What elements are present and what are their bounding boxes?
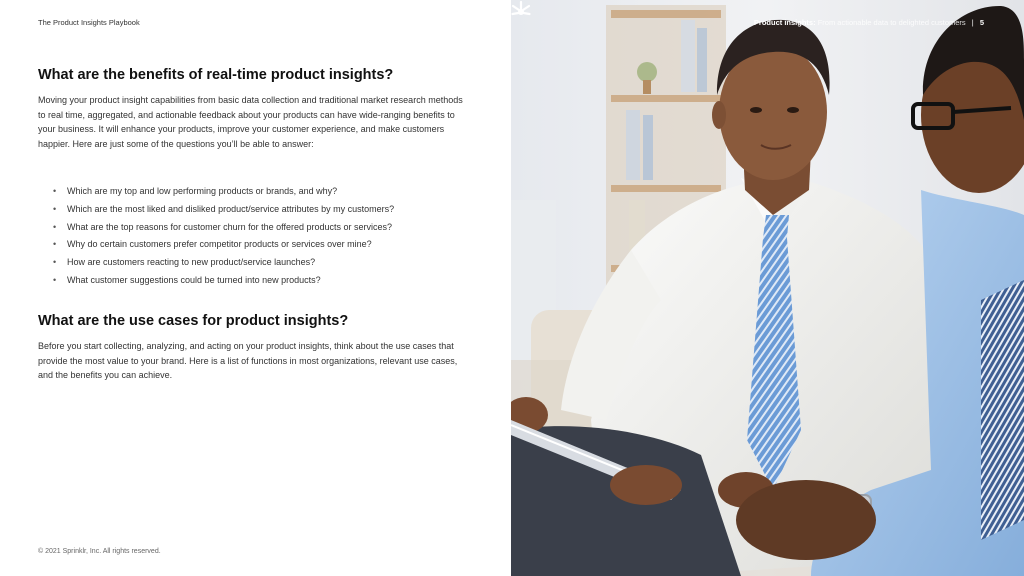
section-title: Product insights:: [753, 18, 816, 27]
list-item: • Which are my top and low performing products or brands, and why?: [53, 184, 394, 202]
sprinklr-logo-icon: [511, 0, 531, 16]
list-item: • What are the top reasons for customer churn for the offered products or services?: [53, 220, 394, 238]
text-panel: [0, 0, 511, 576]
list-item: • Why do certain customers prefer competitor products or services over mine?: [53, 237, 394, 255]
section-header: [754, 18, 984, 27]
benefits-heading: What are the benefits of real-time product insights?: [38, 67, 394, 83]
benefits-paragraph: Moving your product insight capabilities from basic data collection and traditional market research methods to real time, aggregated, and actionable feedback about your products can have wide-ranging benefits to your business. It will enhance your products, improve your customer experience, and make customers happier. Here are just some of the questions you’ll be able to answer:: [38, 95, 463, 149]
section-subtitle: From actionable data to delighted customers: [817, 18, 966, 27]
questions-list: [53, 184, 394, 291]
use-cases-heading: What are the use cases for product insights?: [38, 313, 349, 329]
photo-panel: [511, 0, 1024, 576]
document-title: The Product Insights Playbook: [38, 18, 140, 27]
list-item: • How are customers reacting to new product/service launches?: [53, 255, 394, 273]
copyright-notice: © 2021 Sprinklr, Inc. All rights reserved.: [38, 548, 161, 555]
use-cases-paragraph: Before you start collecting, analyzing, and acting on your product insights, think about the use cases that provide the most value to your brand. Here is a list of functions in most organizations, relevant use cases, and the benefits you can achieve.: [38, 341, 458, 380]
business-meeting-photo: [511, 0, 1024, 576]
page-number: 5: [979, 18, 984, 27]
header-separator: |: [971, 18, 974, 27]
list-item: • What customer suggestions could be turned into new products?: [53, 273, 394, 291]
list-item: • Which are the most liked and disliked product/service attributes by my customers?: [53, 202, 394, 220]
